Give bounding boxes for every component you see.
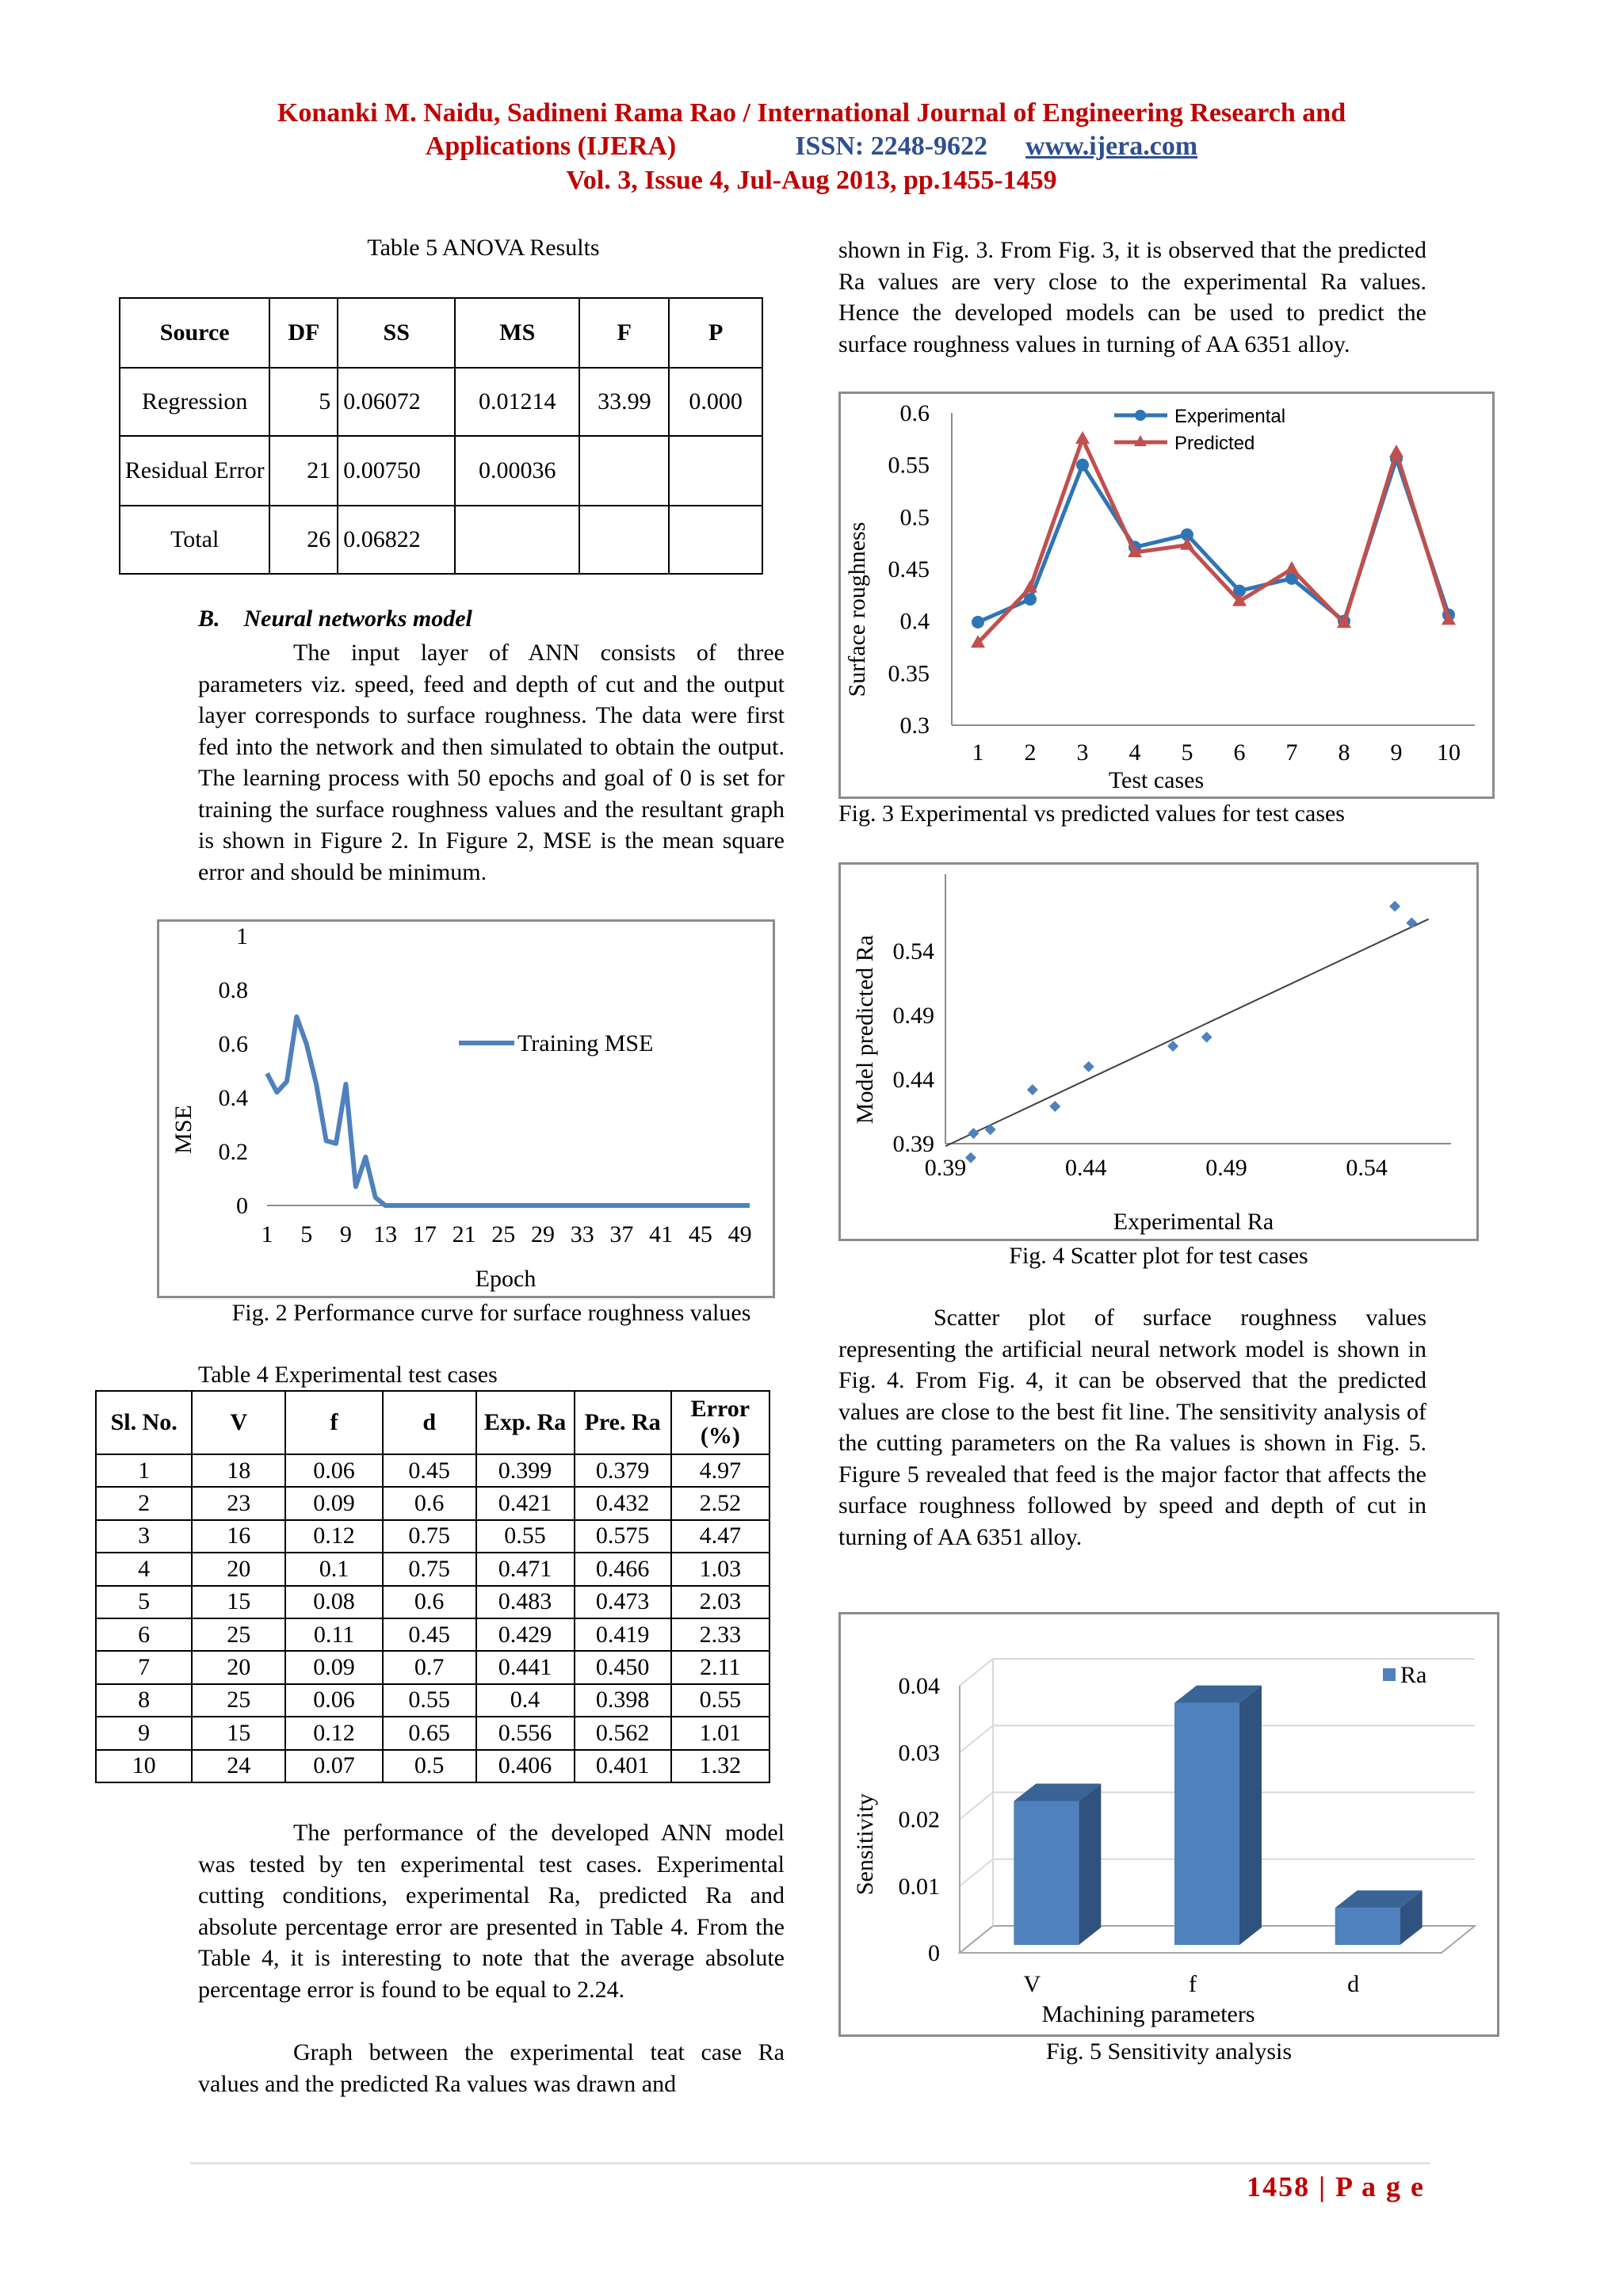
fig3-x-tick-label: 7 — [1285, 739, 1298, 766]
table-row — [96, 1717, 769, 1749]
fig5-caption: Fig. 5 Sensitivity analysis — [1045, 2038, 1293, 2065]
table5-caption: Table 5 ANOVA Results — [367, 235, 600, 261]
fig4-scatter-chart — [841, 865, 1476, 1239]
fig4-scatter-point — [1406, 918, 1417, 929]
fig4-trendline — [945, 919, 1429, 1147]
table-cell: 4 — [96, 1553, 192, 1585]
fig2-x-tick-label: 21 — [452, 1221, 476, 1247]
table-cell: 0.4 — [476, 1684, 575, 1717]
table-cell — [455, 506, 579, 574]
fig3-caption: Fig. 3 Experimental vs predicted values for test cases — [838, 800, 1345, 827]
fig3-x-tick-label: 5 — [1181, 739, 1193, 766]
section-b-paragraph: The input layer of ANN consists of three parameters viz. speed, feed and depth of cut and the output layer corresponds to surface roughness. The data were first fed into the network and then simulated to obtain the output. The learning process with 50 epochs and goal of 0 is set for training the surface roughness values and the resultant graph is shown in Figure 2. In Figure 2, MSE is the mean square error and should be minimum. — [198, 640, 785, 885]
table-cell: 21 — [269, 436, 338, 506]
fig5-y-tick-label: 0.03 — [898, 1740, 940, 1767]
table-cell: 0.06 — [285, 1454, 383, 1487]
fig3-y-tick-label: 0.3 — [899, 712, 930, 739]
fig5-bar-side — [1239, 1686, 1262, 1945]
fig2-chart-frame — [157, 919, 775, 1298]
table-cell: 7 — [96, 1651, 192, 1683]
table-row — [96, 1586, 769, 1618]
table-cell: Total — [120, 506, 269, 574]
table-cell: 1 — [96, 1454, 192, 1487]
fig4-scatter-point — [1389, 900, 1400, 911]
fig3-y-tick-label: 0.45 — [888, 556, 930, 583]
fig3-x-tick-label: 4 — [1128, 739, 1141, 766]
table-cell: 0.441 — [476, 1651, 575, 1683]
table-cell: 16 — [192, 1520, 285, 1553]
fig2-x-tick-label: 49 — [727, 1221, 752, 1247]
fig4-x-tick-label: 0.39 — [924, 1155, 967, 1181]
footer-divider — [190, 2162, 1430, 2164]
table-cell: 0.00750 — [338, 436, 455, 506]
table-cell: Residual Error — [120, 436, 269, 506]
fig3-chart-frame — [838, 392, 1495, 799]
table-cell: 0.06 — [285, 1684, 383, 1717]
table-header-cell: Exp. Ra — [476, 1391, 575, 1454]
experimental-test-cases-table — [95, 1390, 770, 1783]
table-header-cell: Pre. Ra — [575, 1391, 671, 1454]
table-cell: 0.562 — [575, 1717, 671, 1749]
fig3-legend-exp-marker — [1135, 410, 1146, 421]
table-row — [120, 436, 762, 506]
journal-header-line2 — [0, 130, 1623, 163]
fig5-y-tick-label: 0.01 — [898, 1873, 940, 1900]
table-cell: 18 — [192, 1454, 285, 1487]
table-row — [120, 506, 762, 574]
fig2-x-tick-label: 5 — [300, 1221, 313, 1247]
fig2-y-tick-label: 0 — [236, 1193, 248, 1219]
table-cell: 0.45 — [383, 1618, 476, 1651]
fig3-y-tick-label: 0.55 — [888, 452, 930, 479]
table-header-row — [96, 1391, 769, 1454]
table-cell: 3 — [96, 1520, 192, 1553]
table-cell: Regression — [120, 368, 269, 436]
fig4-scatter-point — [965, 1152, 976, 1163]
fig4-y-tick-label: 0.54 — [892, 938, 934, 965]
fig5-chart-frame — [838, 1612, 1499, 2037]
fig3-predicted-point — [1389, 445, 1403, 457]
fig2-x-tick-label: 29 — [531, 1221, 555, 1247]
table-cell: 2.52 — [671, 1487, 769, 1519]
fig2-mse-chart — [159, 922, 773, 1296]
fig3-x-tick-label: 2 — [1024, 739, 1037, 766]
fig4-y-tick-label: 0.39 — [892, 1131, 934, 1157]
fig2-x-tick-label: 33 — [570, 1221, 594, 1247]
table-cell: 0.483 — [476, 1586, 575, 1618]
table-cell: 5 — [96, 1586, 192, 1618]
table-cell: 0.6 — [383, 1487, 476, 1519]
table-row — [96, 1553, 769, 1585]
table-cell: 33.99 — [579, 368, 669, 436]
table-cell: 0.1 — [285, 1553, 383, 1585]
fig4-x-tick-label: 0.49 — [1205, 1155, 1247, 1181]
table-cell — [579, 506, 669, 574]
fig2-x-tick-label: 45 — [688, 1221, 712, 1247]
graph-paragraph: Graph between the experimental teat case Ra values and the predicted Ra values was drawn and — [198, 2039, 785, 2097]
table-cell: 0.09 — [285, 1651, 383, 1683]
fig2-x-tick-label: 9 — [339, 1221, 352, 1247]
table-cell: 0.55 — [671, 1684, 769, 1717]
fig5-y-tick-label: 0.04 — [898, 1673, 940, 1699]
table-cell: 0.379 — [575, 1454, 671, 1487]
journal-header-line1: Konanki M. Naidu, Sadineni Rama Rao / International Journal of Engineering Research and — [277, 98, 1346, 128]
table-cell — [669, 436, 762, 506]
table-cell: 0.06072 — [338, 368, 455, 436]
fig4-scatter-point — [1049, 1101, 1060, 1112]
fig3-x-tick-label: 3 — [1076, 739, 1089, 766]
table-cell: 0.000 — [669, 368, 762, 436]
journal-header-line3: Vol. 3, Issue 4, Jul-Aug 2013, pp.1455-1459 — [566, 166, 1057, 195]
table-cell: 0.450 — [575, 1651, 671, 1683]
fig3-x-tick-label: 9 — [1390, 739, 1403, 766]
table-header-cell: Error (%) — [671, 1391, 769, 1454]
table-cell: 1.01 — [671, 1717, 769, 1749]
table-cell: 0.06822 — [338, 506, 455, 574]
fig3-experimental-point — [1076, 459, 1089, 472]
fig5-bar-front — [1335, 1908, 1400, 1945]
table-cell: 25 — [192, 1684, 285, 1717]
table-cell — [579, 436, 669, 506]
table-cell: 0.00036 — [455, 436, 579, 506]
journal-url-link[interactable]: www.ijera.com — [1025, 132, 1198, 161]
table-cell: 0.421 — [476, 1487, 575, 1519]
table-cell: 0.7 — [383, 1651, 476, 1683]
fig5-bar-front — [1174, 1703, 1239, 1945]
fig3-legend-exp-label: Experimental — [1174, 406, 1286, 427]
table-cell: 0.45 — [383, 1454, 476, 1487]
fig4-scatter-point — [1027, 1084, 1038, 1095]
page-number: 1458 | P a g e — [1247, 2171, 1425, 2202]
table-cell: 0.406 — [476, 1750, 575, 1782]
table-cell: 0.07 — [285, 1750, 383, 1782]
fig2-x-tick-label: 37 — [609, 1221, 634, 1247]
table-cell: 0.12 — [285, 1717, 383, 1749]
table-cell: 23 — [192, 1487, 285, 1519]
fig4-chart-frame — [838, 862, 1479, 1241]
table-row — [96, 1651, 769, 1683]
fig5-legend-label: Ra — [1400, 1662, 1427, 1688]
table-header-cell: MS — [455, 298, 579, 368]
table-cell: 1.03 — [671, 1553, 769, 1585]
table-cell — [669, 506, 762, 574]
fig5-x-tick-label: V — [1023, 1971, 1041, 1997]
table-cell: 0.65 — [383, 1717, 476, 1749]
table-cell: 8 — [96, 1684, 192, 1717]
table-cell: 0.399 — [476, 1454, 575, 1487]
fig3-y-tick-label: 0.4 — [899, 608, 930, 635]
fig4-xlabel: Experimental Ra — [1113, 1209, 1274, 1235]
fig3-triangle-series-line — [978, 439, 1449, 643]
issn: ISSN: 2248-9622 — [795, 132, 988, 161]
fig4-x-tick-label: 0.44 — [1064, 1155, 1107, 1181]
table-header-cell: F — [579, 298, 669, 368]
fig3-intro-paragraph: shown in Fig. 3. From Fig. 3, it is observed that the predicted Ra values are very close to the experimental Ra values. Hence the developed models can be used to predict the surface roughness values in turning of AA 6351 alloy. — [838, 237, 1426, 357]
fig2-x-tick-label: 1 — [261, 1221, 273, 1247]
table-header-cell: Source — [120, 298, 269, 368]
fig3-xlabel: Test cases — [1108, 767, 1205, 793]
table-cell: 6 — [96, 1618, 192, 1651]
table-cell: 0.556 — [476, 1717, 575, 1749]
table-row — [96, 1487, 769, 1519]
fig5-legend-swatch — [1383, 1668, 1396, 1681]
table-row — [96, 1454, 769, 1487]
fig2-y-tick-label: 0.6 — [218, 1031, 248, 1057]
fig2-caption: Fig. 2 Performance curve for surface roughness values — [231, 1300, 751, 1326]
fig3-y-tick-label: 0.35 — [888, 660, 930, 687]
table-cell: 0.419 — [575, 1618, 671, 1651]
table-header-cell: DF — [269, 298, 338, 368]
table-header-cell: V — [192, 1391, 285, 1454]
fig2-xlabel: Epoch — [475, 1266, 537, 1292]
fig2-x-tick-label: 41 — [649, 1221, 674, 1247]
table-row — [96, 1750, 769, 1782]
table-cell: 0.08 — [285, 1586, 383, 1618]
table-cell: 2.11 — [671, 1651, 769, 1683]
table-cell: 4.47 — [671, 1520, 769, 1553]
table-header-cell: P — [669, 298, 762, 368]
table-cell: 15 — [192, 1717, 285, 1749]
fig5-ylabel: Sensitivity — [852, 1793, 878, 1896]
table-cell: 20 — [192, 1651, 285, 1683]
fig4-scatter-point — [1083, 1061, 1094, 1072]
table-cell: 0.55 — [383, 1684, 476, 1717]
fig5-x-tick-label: f — [1189, 1971, 1197, 1997]
table-cell: 2.33 — [671, 1618, 769, 1651]
journal-name: Applications (IJERA) — [425, 132, 677, 161]
fig5-x-tick-label: d — [1347, 1971, 1360, 1997]
section-b-heading: B. Neural networks model — [198, 606, 472, 632]
fig3-y-tick-label: 0.6 — [899, 400, 930, 426]
table-cell: 0.466 — [575, 1553, 671, 1585]
fig2-y-tick-label: 1 — [236, 923, 248, 949]
fig5-bar-side — [1079, 1783, 1101, 1945]
fig4-scatter-point — [1201, 1032, 1212, 1043]
table-cell: 2 — [96, 1487, 192, 1519]
fig2-x-tick-label: 13 — [373, 1221, 398, 1247]
fig5-bar-front — [1014, 1801, 1079, 1945]
table-header-cell: f — [285, 1391, 383, 1454]
table-cell: 0.75 — [383, 1553, 476, 1585]
fig3-x-tick-label: 1 — [972, 739, 984, 766]
table-cell: 0.01214 — [455, 368, 579, 436]
fig4-scatter-point — [968, 1128, 979, 1139]
table-cell: 20 — [192, 1553, 285, 1585]
table-cell: 0.575 — [575, 1520, 671, 1553]
fig2-ylabel: MSE — [170, 1105, 197, 1154]
table-cell: 10 — [96, 1750, 192, 1782]
table-cell: 0.55 — [476, 1520, 575, 1553]
table-header-cell: Sl. No. — [96, 1391, 192, 1454]
table-cell: 15 — [192, 1586, 285, 1618]
table-header-cell: SS — [338, 298, 455, 368]
table-cell: 0.11 — [285, 1618, 383, 1651]
table-cell: 0.75 — [383, 1520, 476, 1553]
fig4-caption: Fig. 4 Scatter plot for test cases — [1009, 1243, 1308, 1269]
table-cell: 0.473 — [575, 1586, 671, 1618]
fig4-y-tick-label: 0.49 — [892, 1003, 934, 1030]
table-row — [96, 1618, 769, 1651]
fig3-x-tick-label: 10 — [1437, 739, 1461, 766]
fig3-predicted-point — [1075, 431, 1090, 444]
table-row — [96, 1520, 769, 1553]
fig2-x-tick-label: 25 — [491, 1221, 516, 1247]
fig2-x-tick-label: 17 — [412, 1221, 437, 1247]
fig3-x-tick-label: 8 — [1338, 739, 1350, 766]
table-row — [120, 368, 762, 436]
fig3-ylabel: Surface roughness — [844, 521, 870, 697]
table-cell: 9 — [96, 1717, 192, 1749]
table-row — [96, 1684, 769, 1717]
table-header-cell: d — [383, 1391, 476, 1454]
table-cell: 24 — [192, 1750, 285, 1782]
fig5-xlabel: Machining parameters — [1041, 2001, 1255, 2027]
fig5-sensitivity-chart — [841, 1614, 1497, 2034]
table-cell: 1.32 — [671, 1750, 769, 1782]
fig3-experimental-point — [972, 616, 984, 628]
fig5-y-tick-label: 0 — [928, 1940, 940, 1966]
fig4-ylabel: Model predicted Ra — [852, 934, 878, 1125]
fig4-y-tick-label: 0.44 — [892, 1067, 934, 1094]
anova-table — [119, 297, 763, 575]
scatter-paragraph: Scatter plot of surface roughness values representing the artificial neural network model is shown in Fig. 4. From Fig. 4, it can be observed that the predicted values are close to the best fit line. The sensitivity analysis of the cutting parameters on the Ra values is shown in Fig. 5. Figure 5 revealed that feed is the major factor that affects the surface roughness followed by speed and depth of cut in turning of AA 6351 alloy. — [838, 1305, 1426, 1550]
fig3-predicted-point — [1285, 561, 1299, 574]
fig3-y-tick-label: 0.5 — [899, 504, 930, 531]
table-cell: 0.429 — [476, 1618, 575, 1651]
fig5-y-tick-label: 0.02 — [898, 1806, 940, 1833]
performance-paragraph: The performance of the developed ANN model was tested by ten experimental test cases. Experimental cutting conditions, experimental Ra, predicted Ra and absolute percentage error are presented in Table 4. From the Table 4, it is interesting to note that the average absolute percentage error is found to be equal to 2.24. — [198, 1820, 785, 2003]
fig2-legend-label: Training MSE — [517, 1030, 654, 1056]
fig4-x-tick-label: 0.54 — [1346, 1155, 1388, 1181]
table-cell: 2.03 — [671, 1586, 769, 1618]
fig3-x-tick-label: 6 — [1233, 739, 1246, 766]
table-cell: 0.09 — [285, 1487, 383, 1519]
table-cell: 0.471 — [476, 1553, 575, 1585]
fig2-y-tick-label: 0.2 — [218, 1139, 248, 1165]
fig3-exp-vs-pred-chart — [841, 394, 1492, 797]
table-cell: 0.398 — [575, 1684, 671, 1717]
table-header-row — [120, 298, 762, 368]
table-cell: 0.401 — [575, 1750, 671, 1782]
table4-caption: Table 4 Experimental test cases — [198, 1362, 498, 1388]
table-cell: 0.12 — [285, 1520, 383, 1553]
fig2-y-tick-label: 0.4 — [218, 1085, 248, 1111]
table-cell: 5 — [269, 368, 338, 436]
table-cell: 4.97 — [671, 1454, 769, 1487]
table-cell: 26 — [269, 506, 338, 574]
table-cell: 0.432 — [575, 1487, 671, 1519]
table-cell: 0.5 — [383, 1750, 476, 1782]
fig5-gridline — [960, 1659, 1475, 1686]
table-cell: 0.6 — [383, 1586, 476, 1618]
fig4-scatter-point — [985, 1124, 996, 1135]
fig2-y-tick-label: 0.8 — [218, 977, 248, 1003]
fig3-legend-pred-label: Predicted — [1174, 433, 1255, 454]
table-cell: 25 — [192, 1618, 285, 1651]
fig4-scatter-point — [1167, 1041, 1178, 1052]
